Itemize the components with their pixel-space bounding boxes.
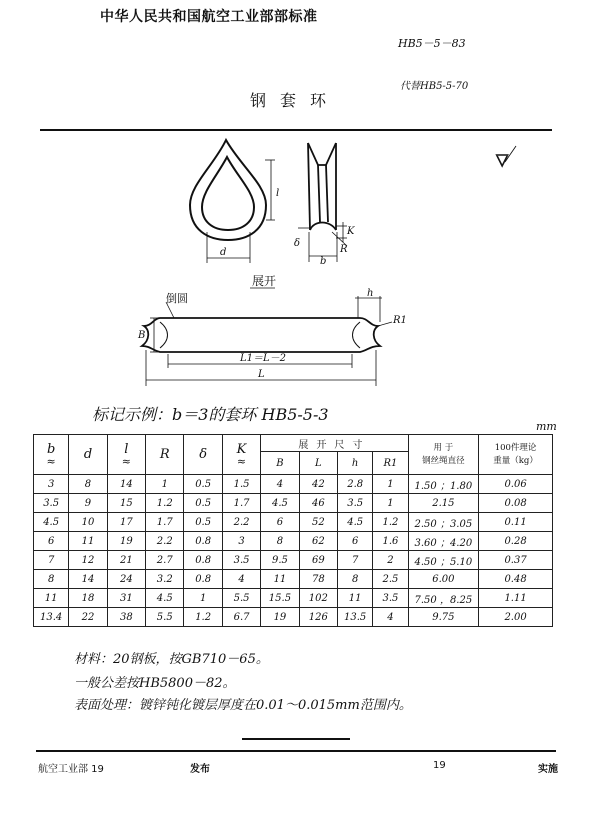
cell: 2.50 ；3.05: [408, 513, 479, 532]
cell: 13.4: [34, 608, 69, 627]
cell: 3.60 ；4.20: [408, 532, 479, 551]
cell: 0.28: [479, 532, 553, 551]
cell: 0.8: [184, 570, 222, 589]
cell: 0.48: [479, 570, 553, 589]
cell: 5.5: [146, 608, 184, 627]
cell: 4.5: [34, 513, 69, 532]
cell: 0.08: [479, 494, 553, 513]
cell: 19: [107, 532, 145, 551]
cell: 2.00: [479, 608, 553, 627]
side-view: [308, 143, 336, 230]
col-R: R: [146, 435, 184, 475]
notes-end-divider: [242, 738, 350, 740]
table-row: [34, 532, 553, 551]
cell: 11: [34, 589, 69, 608]
cell: 78: [299, 570, 337, 589]
table-row: [34, 513, 553, 532]
cell: 17: [107, 513, 145, 532]
cell: 9.75: [408, 608, 479, 627]
cell: 2.15: [408, 494, 479, 513]
cell: 14: [69, 570, 107, 589]
cell: 21: [107, 551, 145, 570]
cell: 1.2: [184, 608, 222, 627]
cell: 6: [338, 532, 373, 551]
cell: 1.6: [373, 532, 408, 551]
dim-R1: R1: [393, 315, 407, 326]
cell: 3: [222, 532, 260, 551]
chamfer-label: 倒圆: [166, 292, 188, 305]
cell: 4.5: [146, 589, 184, 608]
cell: 0.5: [184, 475, 222, 494]
col-d: d: [69, 435, 107, 475]
footer-effective: 实施: [538, 764, 558, 775]
cell: 69: [299, 551, 337, 570]
col-b: b ≈: [34, 435, 69, 475]
cell: 4: [261, 475, 299, 494]
cell: 24: [107, 570, 145, 589]
dim-L: L: [258, 369, 265, 380]
dim-h: h: [367, 288, 374, 299]
dim-R: R: [340, 244, 348, 255]
cell: 0.8: [184, 532, 222, 551]
cell: 0.8: [184, 551, 222, 570]
col-weight: 100件理论 重量（kg）: [479, 435, 553, 475]
cell: 8: [261, 532, 299, 551]
cell: 6.00: [408, 570, 479, 589]
cell: 0.5: [184, 494, 222, 513]
table-header-row: [34, 435, 553, 452]
cell: 2.7: [146, 551, 184, 570]
unfold-dims: [146, 296, 392, 386]
cell: 1.5: [222, 475, 260, 494]
cell: 0.11: [479, 513, 553, 532]
cell: 11: [338, 589, 373, 608]
dim-l: l: [276, 188, 280, 199]
dim-b: b: [320, 256, 327, 267]
cell: 1.7: [146, 513, 184, 532]
cell: 6.7: [222, 608, 260, 627]
cell: 4.5: [338, 513, 373, 532]
cell: 13.5: [338, 608, 373, 627]
dim-L1: L1＝L－2: [240, 353, 287, 364]
dim-delta: δ: [294, 238, 301, 249]
footer-divider: [36, 750, 556, 752]
unfold-label: 展开: [252, 274, 277, 288]
cell: 3.2: [146, 570, 184, 589]
note-tolerance: 一般公差按HB5800－82。: [74, 676, 236, 691]
footer-page-number: 19: [433, 760, 446, 771]
marking-example: 标记示例：b＝3的套环 HB5-5-3: [92, 405, 329, 424]
cell: 15: [107, 494, 145, 513]
cell: 2.2: [222, 513, 260, 532]
col-h: h: [338, 452, 373, 475]
cell: 11: [261, 570, 299, 589]
cell: 1.50 ；1.80: [408, 475, 479, 494]
col-group-unfold: 展开尺寸: [261, 435, 408, 452]
cell: 2.2: [146, 532, 184, 551]
cell: 10: [69, 513, 107, 532]
cell: 4.5: [261, 494, 299, 513]
cell: 12: [69, 551, 107, 570]
cell: 62: [299, 532, 337, 551]
cell: 42: [299, 475, 337, 494]
cell: 0.06: [479, 475, 553, 494]
cell: 7: [338, 551, 373, 570]
cell: 3: [34, 475, 69, 494]
spec-table: [33, 434, 553, 627]
note-surface-treatment: 表面处理：镀锌钝化镀层厚度在0.01～0.015mm范围内。: [74, 698, 412, 713]
col-delta: δ: [184, 435, 222, 475]
replaces-standard: 代替HB5-5-70: [400, 81, 469, 92]
col-usage: 用 于 钢丝绳直径: [408, 435, 479, 475]
cell: 14: [107, 475, 145, 494]
cell: 3.5: [34, 494, 69, 513]
cell: 126: [299, 608, 337, 627]
table-row: [34, 589, 553, 608]
col-R1: R1: [373, 452, 408, 475]
cell: 22: [69, 608, 107, 627]
dim-K: K: [347, 226, 355, 237]
cell: 52: [299, 513, 337, 532]
standard-number: HB5－5－83: [398, 37, 466, 50]
table-row: [34, 494, 553, 513]
cell: 11: [69, 532, 107, 551]
dim-d: d: [220, 247, 227, 258]
table-row: [34, 475, 553, 494]
table-row: [34, 551, 553, 570]
note-material: 材料：20钢板，按GB710－65。: [74, 652, 269, 667]
cell: 3.5: [338, 494, 373, 513]
cell: 1: [184, 589, 222, 608]
cell: 15.5: [261, 589, 299, 608]
unit-label: mm: [536, 420, 557, 433]
cell: 102: [299, 589, 337, 608]
cell: 4: [373, 608, 408, 627]
cell: 2.8: [338, 475, 373, 494]
cell: 1: [373, 475, 408, 494]
cell: 46: [299, 494, 337, 513]
cell: 9.5: [261, 551, 299, 570]
cell: 0.5: [184, 513, 222, 532]
cell: 1.11: [479, 589, 553, 608]
unfolded-strip: [142, 318, 380, 352]
cell: 7.50 ，8.25: [408, 589, 479, 608]
cell: 0.37: [479, 551, 553, 570]
cell: 2.5: [373, 570, 408, 589]
page-title: 钢套环: [250, 91, 341, 110]
footer-issued: 发布: [190, 764, 210, 775]
table-row: [34, 570, 553, 589]
cell: 4: [222, 570, 260, 589]
cell: 3.5: [222, 551, 260, 570]
cell: 3.5: [373, 589, 408, 608]
cell: 1.2: [146, 494, 184, 513]
cell: 9: [69, 494, 107, 513]
cell: 7: [34, 551, 69, 570]
col-l: l ≈: [107, 435, 145, 475]
front-view: [190, 140, 266, 240]
col-L: L: [299, 452, 337, 475]
cell: 1: [373, 494, 408, 513]
cell: 19: [261, 608, 299, 627]
technical-drawing: [0, 130, 600, 395]
cell: 8: [34, 570, 69, 589]
surface-roughness-icon: ▽: [496, 150, 509, 169]
cell: 8: [338, 570, 373, 589]
cell: 8: [69, 475, 107, 494]
col-K: K ≈: [222, 435, 260, 475]
cell: 1.2: [373, 513, 408, 532]
cell: 4.50 ；5.10: [408, 551, 479, 570]
col-B: B: [261, 452, 299, 475]
cell: 1.7: [222, 494, 260, 513]
cell: 6: [261, 513, 299, 532]
cell: 2: [373, 551, 408, 570]
cell: 6: [34, 532, 69, 551]
cell: 1: [146, 475, 184, 494]
cell: 38: [107, 608, 145, 627]
dim-B: B: [138, 330, 146, 341]
cell: 5.5: [222, 589, 260, 608]
standard-org-title: 中华人民共和国航空工业部部标准: [100, 9, 318, 25]
table-row: [34, 608, 553, 627]
cell: 31: [107, 589, 145, 608]
cell: 18: [69, 589, 107, 608]
footer-issuer: 航空工业部 19: [38, 764, 104, 775]
